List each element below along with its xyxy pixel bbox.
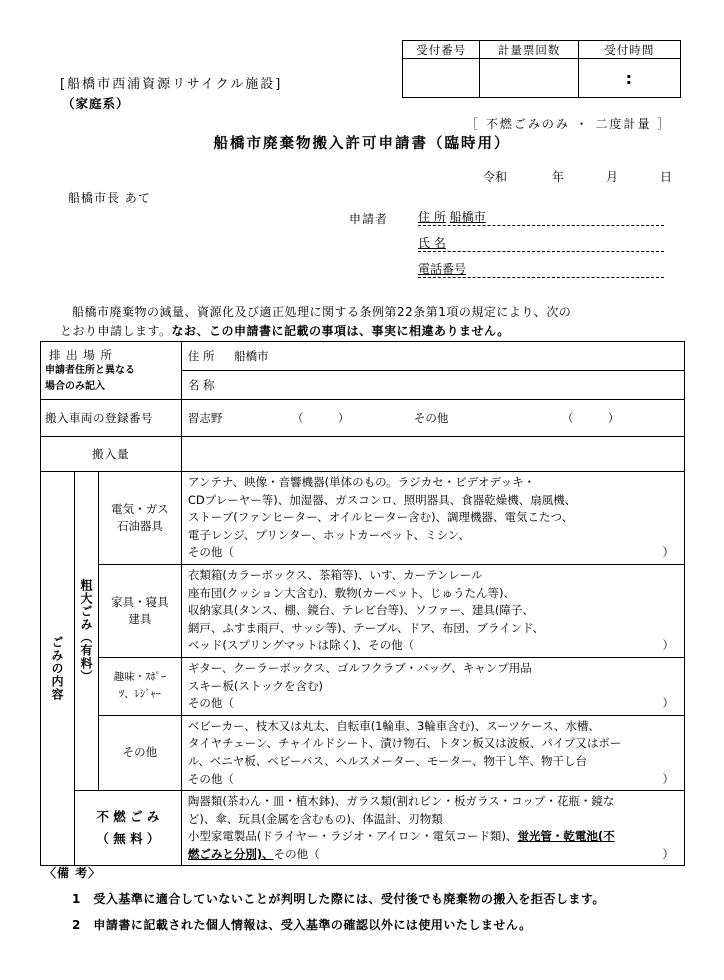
- page-title: 船橋市廃棄物搬入許可申請書（臨時用）: [213, 136, 511, 152]
- category-hobby-name-1: 趣味・ｽﾎﾟｰ: [113, 671, 167, 684]
- other-field[interactable]: [188, 637, 678, 655]
- applicant-name-field[interactable]: [418, 236, 664, 252]
- list-item: タイヤチェーン、チャイルドシート、漬け物石、トタン板又は波板、パイプ又はポー: [187, 736, 622, 751]
- other-field[interactable]: [188, 695, 678, 713]
- category-hobby: [98, 657, 181, 715]
- nonburn-fee: （ 無 料 ）: [96, 831, 160, 847]
- category-other-name: その他: [122, 745, 158, 760]
- list-item: 収納家具(タンス、棚、鏡台、テレビ台等)、ソファー、建具(障子、: [187, 603, 534, 618]
- receipt-box: [402, 40, 681, 98]
- content-label: ごみの内容: [49, 636, 64, 702]
- category-electric: [98, 472, 181, 565]
- vehicle-label: 搬入車両の登録番号: [41, 400, 182, 437]
- category-electric-items[interactable]: [181, 472, 684, 565]
- applicant-name-label: 氏 名: [418, 236, 446, 250]
- weigh-count-cell[interactable]: [480, 59, 578, 98]
- intro-line-2: [60, 322, 510, 339]
- origin-address-value: 船橋市: [234, 349, 269, 363]
- vehicle-paren-1: （ ）: [291, 411, 350, 425]
- close-paren: ）: [662, 771, 674, 786]
- category-furniture: [98, 564, 181, 657]
- list-item: ル、ベニヤ板、ベビーバス、ヘルスメーター、モーター、物干し竿、物干し台: [187, 753, 588, 768]
- amount-field[interactable]: [181, 437, 684, 472]
- nonburn-name: 不 燃 ご み: [96, 809, 160, 825]
- note-1: 1 受入基準に適合していないことが判明した際には、受付後でも廃棄物の搬入を拒否します。: [72, 892, 605, 906]
- receipt-number-cell[interactable]: [403, 59, 480, 98]
- weigh-count-header: 計量票回数: [480, 41, 578, 59]
- applicant-address-label: 住 所: [418, 210, 446, 224]
- list-item: スキー板(ストックを含む): [187, 678, 323, 693]
- other-field[interactable]: [188, 544, 678, 562]
- category-furniture-items[interactable]: [181, 564, 684, 657]
- applicant-phone-field[interactable]: [418, 262, 664, 278]
- date-year: 年: [552, 170, 565, 184]
- close-paren: ）: [662, 638, 674, 653]
- list-item: ど)、傘、玩具(金属を含むもの)、体温計、刃物類: [187, 811, 443, 826]
- nonburn-items[interactable]: [181, 791, 684, 866]
- list-item: 陶器類(茶わん・皿・植木鉢)、ガラス類(割れビン・板ガラス・コップ・花瓶・鏡な: [187, 794, 615, 809]
- list-item: 電子レンジ、プリンター、ホットカーペット、ミシン、: [187, 527, 470, 542]
- list-item: ギター、クーラーボックス、ゴルフクラブ・バッグ、キャンプ用品: [187, 660, 532, 675]
- nonburn-line-4a: 燃ごみと分別)、: [187, 846, 274, 861]
- content-label-cell: [41, 472, 75, 866]
- origin-address-field[interactable]: [181, 342, 684, 371]
- category-hobby-name-2: ﾂ、ﾚｼﾞｬｰ: [118, 688, 161, 701]
- intro-line-2-b: なお、この申請書に記載の事項は、事実に相違ありません。: [171, 324, 510, 338]
- category-other-items[interactable]: [181, 715, 684, 790]
- household-label: （家庭系）: [62, 96, 130, 111]
- vehicle-option-other: その他: [413, 411, 449, 425]
- notes-header: 〈備 考〉: [44, 866, 102, 880]
- bulky-label-cell: [74, 472, 98, 791]
- close-paren: ）: [662, 545, 674, 560]
- date-month: 月: [606, 170, 619, 184]
- applicant-address-value: 船橋市: [449, 210, 486, 224]
- category-other: [98, 715, 181, 790]
- origin-address-label: 住 所: [187, 349, 215, 363]
- nonburn-category: [74, 791, 181, 866]
- intro-line-1: 船橋市廃棄物の減量、資源化及び適正処理に関する条例第22条第1項の規定により、次の: [72, 305, 572, 319]
- receipt-time-cell[interactable]: :: [578, 59, 680, 98]
- amount-label: 搬入量: [41, 437, 182, 472]
- vehicle-number-field[interactable]: [181, 400, 684, 437]
- list-item: 座布団(クッション大含む)、敷物(カーペット、じゅうたん等)、: [187, 585, 516, 600]
- origin-name-label: 名 称: [187, 378, 215, 392]
- date-era: 令和: [483, 170, 508, 184]
- bulky-label: 粗大ごみ（有料）: [78, 579, 93, 684]
- applicant-label: 申請者: [349, 212, 389, 226]
- vehicle-option-narashino: 習志野: [187, 411, 223, 425]
- category-hobby-items[interactable]: [181, 657, 684, 715]
- other-label: ベッド(スプリングマットは除く)、その他（: [187, 638, 415, 653]
- origin-label-cell: [41, 342, 182, 400]
- close-paren: ）: [662, 846, 674, 861]
- vehicle-paren-2: （ ）: [561, 411, 620, 425]
- list-item: ストーブ(ファンヒーター、オイルヒーター含む)、調理機器、電気こたつ、: [187, 510, 574, 525]
- category-furniture-name-2: 建具: [128, 611, 152, 626]
- applicant-address-field[interactable]: [418, 210, 664, 226]
- close-paren: ）: [662, 696, 674, 711]
- list-item: [188, 828, 678, 846]
- other-label: その他（: [187, 545, 234, 560]
- applicant-phone-label: 電話番号: [418, 262, 467, 276]
- list-item: ベビーカー、枝木又は丸太、自転車(1輪車、3輪車含む)、スーツケース、水槽、: [187, 718, 600, 733]
- date-day: 日: [660, 170, 673, 184]
- origin-note-1: 申請者住所と異なる: [45, 364, 135, 376]
- category-furniture-name-1: 家具・寝具: [111, 594, 169, 609]
- other-label: その他（: [273, 846, 320, 861]
- nonburn-note: ［ 不燃ごみのみ ・ 二度計量 ］: [466, 117, 672, 131]
- nonburn-line-3a: 小型家電製品(ドライヤー・ラジオ・アイロン・電気コード類)、: [187, 829, 518, 844]
- receipt-number-header: 受付番号: [403, 41, 480, 59]
- origin-note-2: 場合のみ記入: [45, 380, 105, 392]
- receipt-time-header: 受付時間: [578, 41, 680, 59]
- category-electric-name-1: 電気・ガス: [111, 501, 169, 516]
- category-electric-name-2: 石油器具: [116, 518, 163, 533]
- list-item: CDプレーヤー等)、加湿器、ガスコンロ、照明器具、食器乾燥機、扇風機、: [187, 492, 577, 507]
- other-field[interactable]: [188, 846, 678, 864]
- addressee: 船橋市長 あて: [68, 191, 151, 205]
- other-label: その他（: [187, 771, 234, 786]
- list-item: 衣類箱(カラーボックス、茶箱等)、いす、カーテンレール: [187, 567, 483, 582]
- other-field[interactable]: [188, 771, 678, 789]
- note-2: 2 申請書に記載された個人情報は、受入基準の確認以外には使用いたしません。: [72, 918, 532, 932]
- other-label: その他（: [187, 696, 234, 711]
- origin-name-field[interactable]: [181, 371, 684, 400]
- origin-label: 排 出 場 所: [49, 347, 113, 362]
- nonburn-line-3b: 蛍光管・乾電池(不: [517, 829, 615, 844]
- application-form: [40, 341, 685, 866]
- list-item: アンテナ、映像・音響機器(単体のもの。ラジカセ・ビデオデッキ・: [187, 475, 536, 489]
- intro-line-2-a: とおり申請します。: [60, 324, 172, 338]
- list-item: 網戸、ふすま雨戸、サッシ等)、テーブル、ドア、布団、ブラインド、: [187, 620, 544, 635]
- facility-name: [船橋市西浦資源リサイクル施設]: [60, 77, 283, 92]
